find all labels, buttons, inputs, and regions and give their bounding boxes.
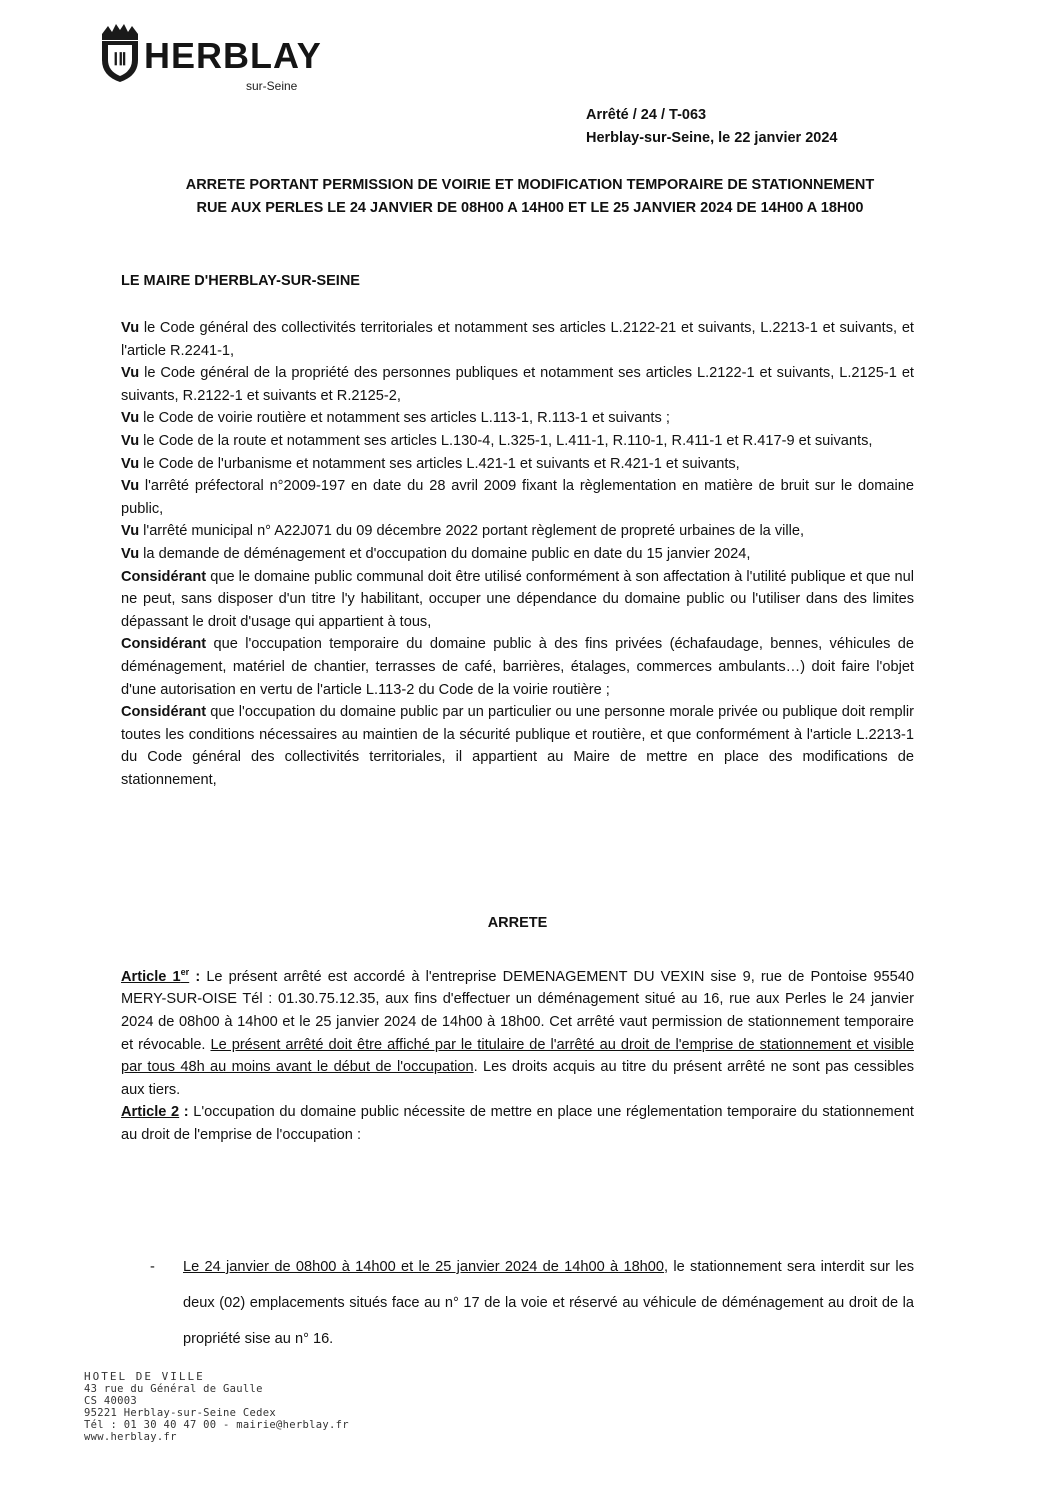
footer-website: www.herblay.fr xyxy=(84,1431,177,1443)
footer-contact: Tél : 01 30 40 47 00 - mairie@herblay.fr xyxy=(84,1419,349,1431)
considerant-item: Considérant que le domaine public communal doit être utilisé conformément à son affectation à l'utilité publique et que nul ne peut, sans disposer d'un titre l'y habilitant, occuper une dépendance du domaine public ou l'utiliser dans des limites dépassant le droit d'usage qui appartient à tous, xyxy=(121,568,914,630)
articles-section xyxy=(121,961,914,1147)
visa-item: Vu la demande de déménagement et d'occupation du domaine public en date du 15 janvier 2024, xyxy=(121,545,751,562)
visa-item: Vu l'arrêté préfectoral n°2009-197 en date du 28 avril 2009 fixant la règlementation en matière de bruit sur le domaine public, xyxy=(121,478,914,517)
footer-address xyxy=(84,1371,349,1443)
visas-section xyxy=(121,317,914,791)
article-1-label: Article 1 xyxy=(121,968,181,985)
visa-item: Vu le Code général des collectivités territoriales et notamment ses articles L.2122-21 et suivants, L.2213-1 et suivants, et l'article R.2241-1, xyxy=(121,320,914,359)
reference-number: Arrêté / 24 / T-063 xyxy=(586,107,707,123)
bullet-marker: - xyxy=(150,1259,155,1275)
considerant-item: Considérant que l'occupation temporaire du domaine public à des fins privées (échafaudage, bennes, véhicules de déménagement, matériel de chantier, terrasses de café, barrières, étalages, commerces ambulants…) doit faire l'objet d'une autorisation en vertu de l'article L.113-2 du Code de la voirie routière ; xyxy=(121,636,914,698)
bullet-text: Le 24 janvier de 08h00 à 14h00 et le 25 janvier 2024 de 14h00 à 18h00, le stationnement sera interdit sur les deux (02) emplacements situés face au n° 17 de la voie et réservé au véhicule de déménagement au droit de la propriété sise au n° 16. xyxy=(183,1259,914,1347)
article-2-label: Article 2 xyxy=(121,1104,180,1121)
footer-city: 95221 Herblay-sur-Seine Cedex xyxy=(84,1407,277,1419)
place-and-date: Herblay-sur-Seine, le 22 janvier 2024 xyxy=(586,130,838,146)
svg-text:ⅠⅡ: ⅠⅡ xyxy=(113,50,127,69)
document-title xyxy=(110,174,950,220)
article-1: Article 1er : Le présent arrêté est accordé à l'entreprise DEMENAGEMENT DU VEXIN sise 9, rue de Pontoise 95540 MERY-SUR-OISE Tél : 01.30.75.12.35, aux fins d'effectuer un déménagement situé au 16, rue aux Perles le 24 janvier 2024 de 08h00 à 14h00 et le 25 janvier 2024 de 14h00 à 18h00. Cet arrêté vaut permission de stationnement temporaire et révocable. Le présent arrêté doit être affiché par le titulaire de l'arrêté au droit de l'emprise de stationnement et visible par tous 48h au moins avant le début de l'occupation. Les droits acquis au titre du présent arrêté ne sont pas cessibles aux tiers. xyxy=(121,967,915,1098)
footer-street: 43 rue du Général de Gaulle xyxy=(84,1383,263,1395)
footer-cs: CS 40003 xyxy=(84,1395,137,1407)
visa-item: Vu le Code général de la propriété des personnes publiques et notamment ses articles L.2122-1 et suivants, L.2125-1 et suivants, R.2122-1 et suivants et R.2125-2, xyxy=(121,365,914,404)
article-1-display-notice: Le présent arrêté doit être affiché par le titulaire de l'arrêté au droit de l'emprise de stationnement et visible par tous 48h au moins avant le début de l'occupation xyxy=(121,1036,914,1076)
logo-name: HERBLAY xyxy=(144,35,322,76)
article-1-sup: er xyxy=(180,967,190,977)
visa-item: Vu le Code de l'urbanisme et notamment ses articles L.421-1 et suivants et R.421-1 et suivants, xyxy=(121,455,740,472)
bullet-dates: Le 24 janvier de 08h00 à 14h00 et le 25 janvier 2024 de 14h00 à 18h00 xyxy=(183,1259,665,1275)
title-line-1: ARRETE PORTANT PERMISSION DE VOIRIE ET MODIFICATION TEMPORAIRE DE STATIONNEMENT xyxy=(185,177,875,193)
coat-of-arms-icon xyxy=(98,24,142,84)
logo-subtitle: sur-Seine xyxy=(246,79,298,93)
arrete-heading: ARRETE xyxy=(487,915,548,931)
document-reference xyxy=(586,104,837,150)
visa-item: Vu le Code de voirie routière et notamment ses articles L.113-1, R.113-1 et suivants ; xyxy=(121,410,670,427)
title-line-2: RUE AUX PERLES LE 24 JANVIER DE 08H00 A 14H00 ET LE 25 JANVIER 2024 DE 14H00 A 18H00 xyxy=(196,200,864,216)
article-2: Article 2 : L'occupation du domaine public nécessite de mettre en place une réglementation temporaire du stationnement au droit de l'emprise de l'occupation : xyxy=(121,1104,914,1144)
considerant-item: Considérant que l'occupation du domaine public par un particulier ou une personne morale privée ou publique doit remplir toutes les conditions nécessaires au maintien de la sécurité publique et routière, et que conformément à l'article L.2213-1 du Code général des collectivités territoriales, il appartient au Maire de mettre en place des modifications de stationnement, xyxy=(121,704,914,788)
visa-item: Vu le Code de la route et notamment ses articles L.130-4, L.325-1, L.411-1, R.110-1, R.411-1 et R.417-9 et suivants, xyxy=(121,432,873,449)
mayor-heading: LE MAIRE D'HERBLAY-SUR-SEINE xyxy=(121,273,360,289)
footer-hotel-de-ville: HOTEL DE VILLE xyxy=(84,1370,205,1383)
visa-item: Vu l'arrêté municipal n° A22J071 du 09 décembre 2022 portant règlement de propreté urbaines de la ville, xyxy=(121,523,805,540)
herblay-logo xyxy=(98,24,322,93)
